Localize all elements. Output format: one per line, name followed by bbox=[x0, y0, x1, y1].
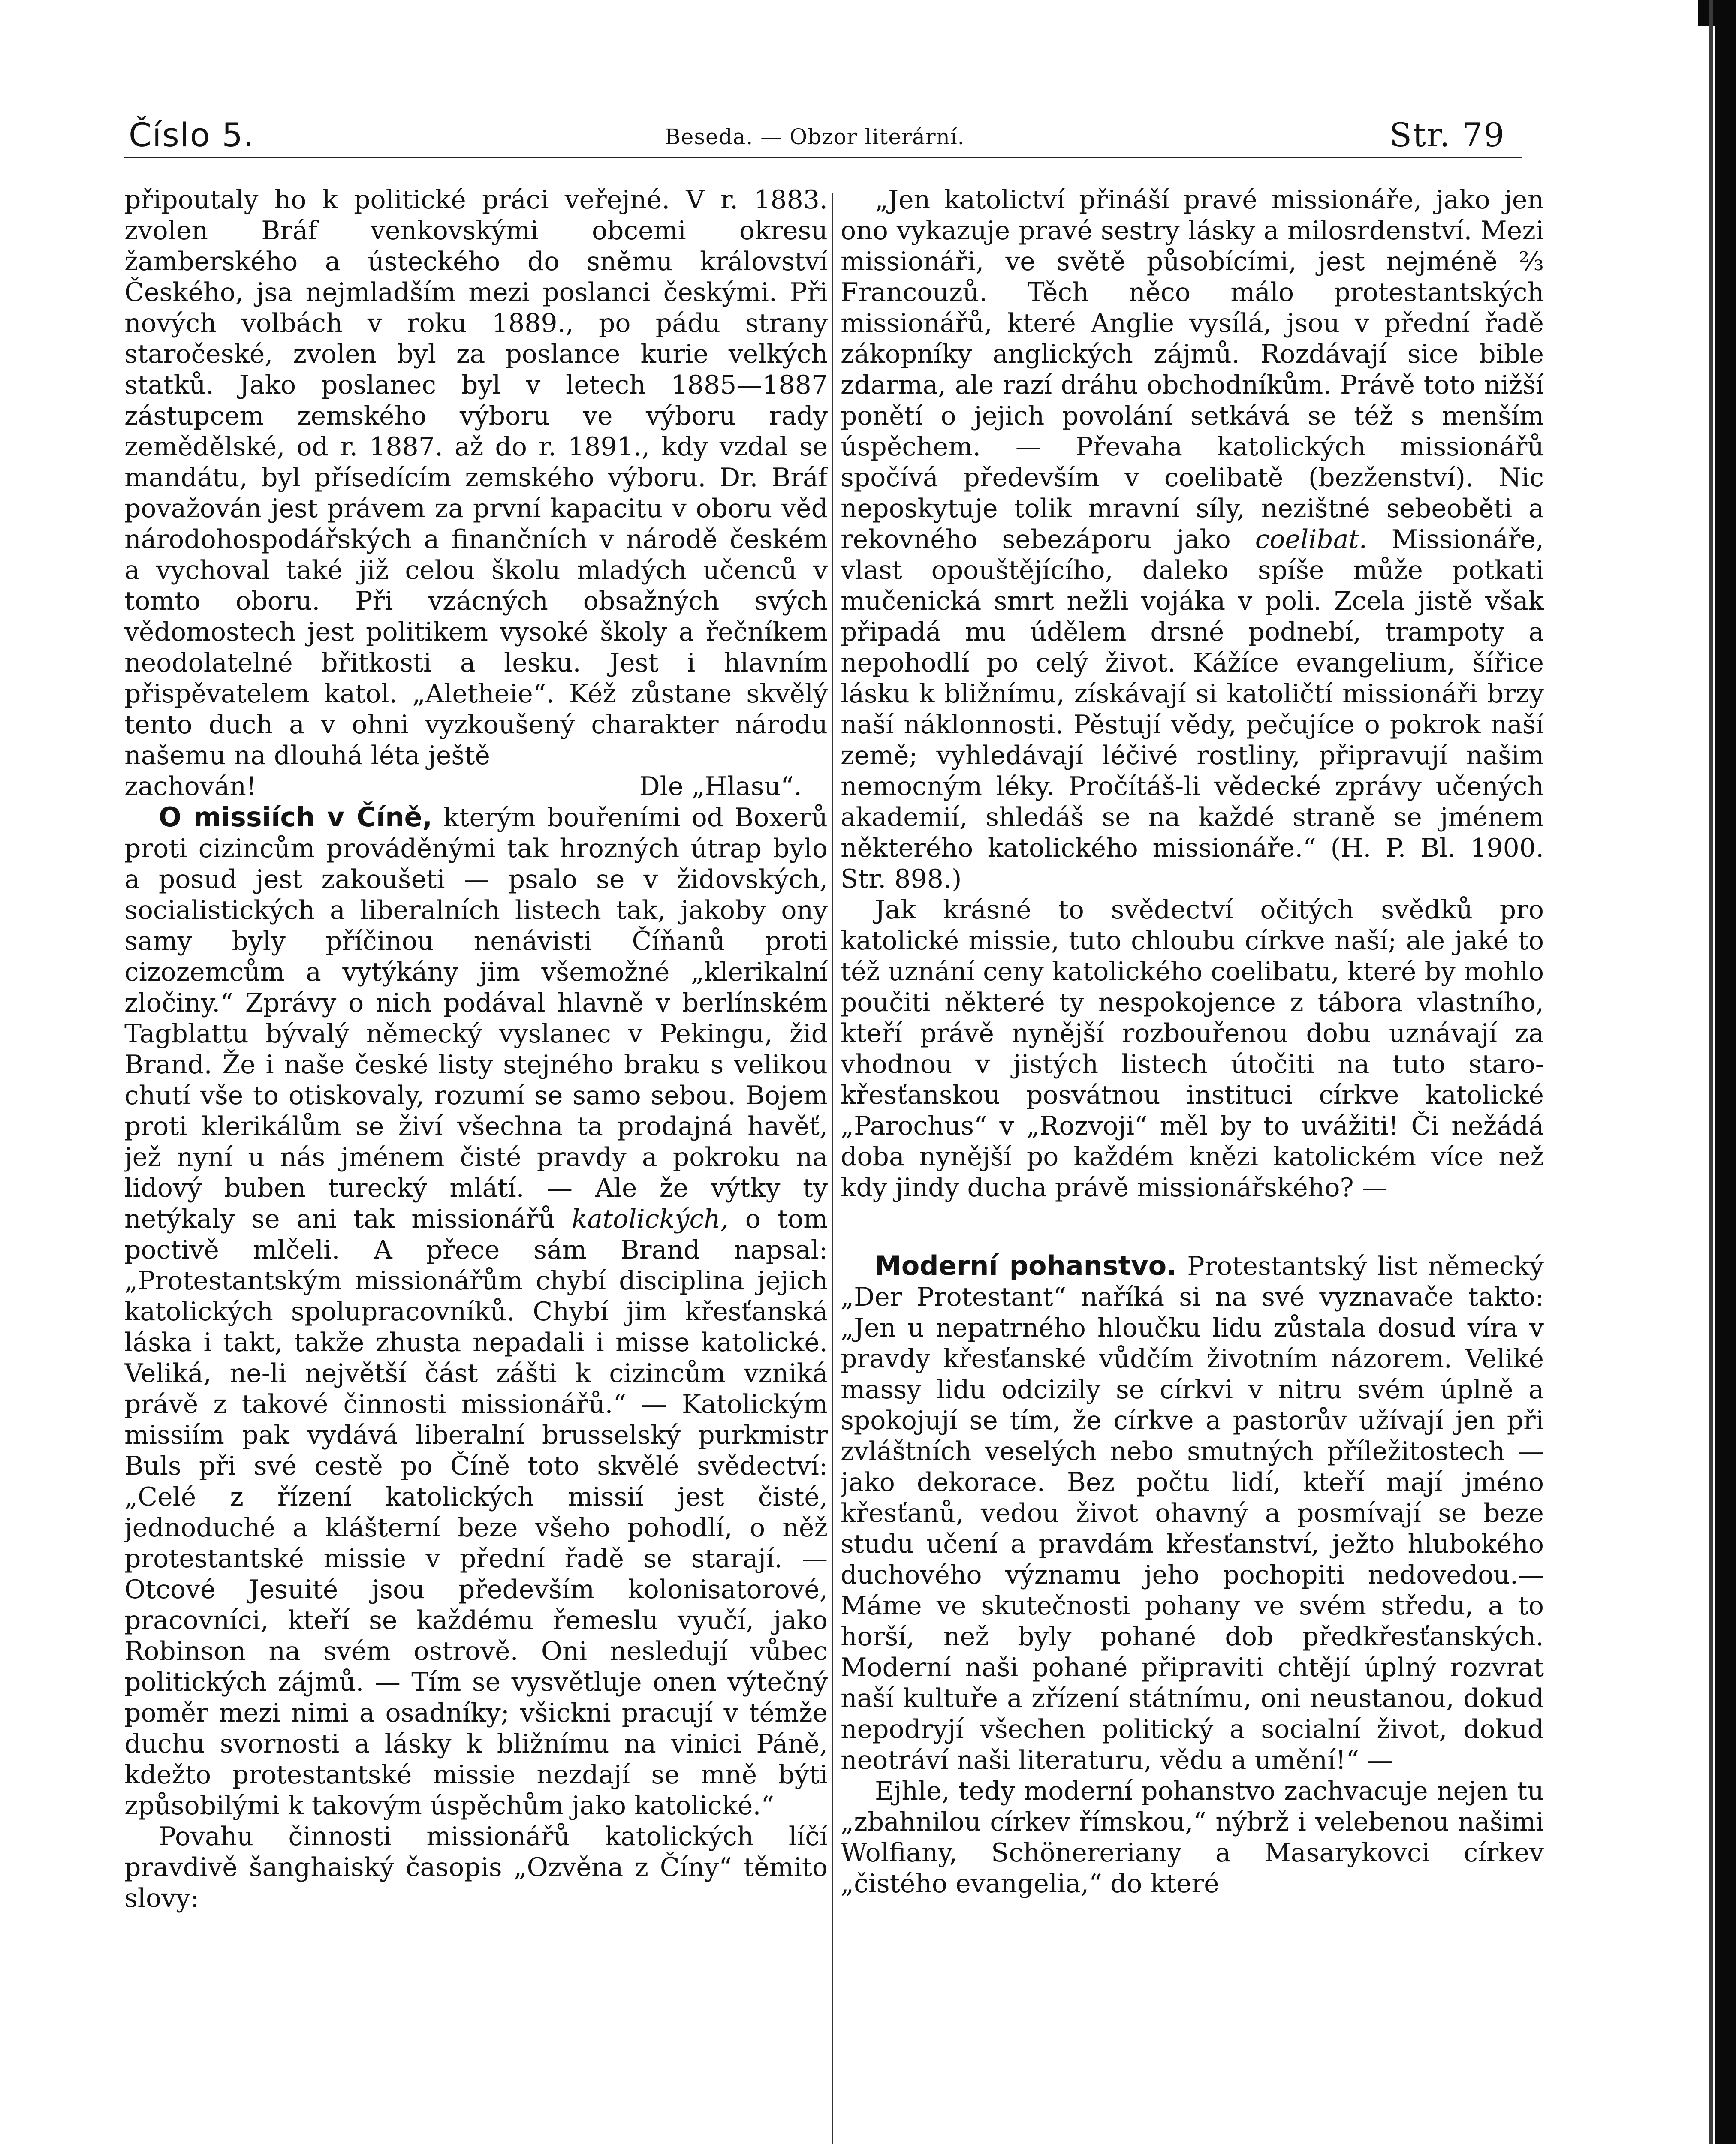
section-title-missions: O missiích v Číně, bbox=[159, 801, 433, 833]
paragraph-shanghai: Povahu činnosti missionářů katolických líčí pravdivě šanghaiský časopis „Ozvěna z Číny“ těmito slovy: bbox=[124, 1822, 828, 1913]
column-divider bbox=[832, 193, 833, 2144]
missions-italic: katolických, bbox=[571, 1204, 729, 1234]
page-number: Str. 79 bbox=[1389, 116, 1505, 154]
running-title: Beseda. — Obzor literární. bbox=[665, 124, 965, 149]
missions-text-a: kterým bouřeními od Boxerů proti cizincům prováděnými tak hrozných útrap bylo a posud jest zakoušeti — psalo se v židovských, socialistických a liberalních listech tak, jakoby ony samy byly příčinou nenávisti Číňanů proti cizozemcům a vytýkány jim všemožné „klerikalní zločiny.“ Zprávy o nich podával hlavně v berlínském Tagblattu bývalý německý vyslanec v Pekingu, žid Brand. Že i naše české listy stejného braku s velikou chutí vše to otiskovaly, rozumí se samo sebou. Bojem proti klerikálům se živí všechna ta prodajná havěť, jež nyní u nás jménem čisté pravdy a pokroku na lidový buben turecký mlátí. — Ale že výtky ty netýkaly se ani tak missionářů bbox=[124, 803, 828, 1234]
article-modern-paganism bbox=[841, 1250, 1544, 1776]
paragraph-ejhle: Ejhle, tedy moderní pohanstvo zachvacuje nejen tu „zbahnilou církev římskou,“ nýbrž i velebenou našimi Wolfiany, Schönereriany a Masarykovci církev „čistého evangelia,“ do které bbox=[841, 1776, 1544, 1899]
closing-word: zachován! bbox=[124, 771, 257, 801]
scan-border-right bbox=[1715, 0, 1736, 2144]
right-column bbox=[841, 184, 1544, 2144]
source-attribution: Dle „Hlasu“. bbox=[639, 771, 802, 801]
quote-text-a: „Jen katolictví přináší pravé missionáře, jako jen ono vykazuje pravé sestry lásky a milosrdenství. Mezi missionáři, ve světě působícími, jest nejméně ⅔ Francouzů. Těch něco málo protestantských missionářů, které Anglie vysílá, jsou v přední řadě zákopníky anglických zájmů. Rozdávají sice bible zdarma, ale razí dráhu obchodníkům. Právě toto nižší ponětí o jejich povolání setkává se též s menším úspěchem. — Převaha katolických missionářů spočívá především v coelibatě (bezženství). Nic neposkytuje tolik mravní síly, nezištné sebeoběti a rekovného sebezáporu jako bbox=[841, 185, 1544, 554]
left-column bbox=[124, 184, 828, 2144]
header-rule bbox=[124, 157, 1522, 158]
quote-italic: coelibat. bbox=[1255, 524, 1367, 554]
paganism-text: Protestantský list německý „Der Protestant“ naříká si na své vyznavače takto: „Jen u nepatrného hloučku lidu zůstala dosud víra v pravdy křesťanské vůdčím životním názorem. Veliké massy lidu odcizily se církvi v nitru svém úplně a spokojují se tím, že církve a pastorův užívají jen při zvláštních veselých nebo smutných příležitostech — jako dekorace. Bez počtu lidí, kteří mají jméno křesťanů, vedou život ohavný a posmívají se beze studu učení a pravdám křesťanství, ježto hlubokého duchového významu jeho pochopiti nedovedou.— Máme ve skutečnosti pohany ve svém středu, a to horší, než byly pohané dob předkřesťanských. Moderní naši pohané připraviti chtějí úplný rozvrat naší kultuře a zřízení státnímu, oni neustanou, dokud nepodryjí všechen politický a socialní život, dokud neotráví naši literaturu, vědu a umění!“ — bbox=[841, 1251, 1544, 1775]
article-missions-china bbox=[124, 802, 828, 1821]
quote-text-b: Missionáře, vlast opouštějícího, daleko spíše může potkati mučenická smrt nežli vojáka v poli. Zcela jistě však připadá mu údělem drsné podnebí, trampoty a nepohodlí po celý život. Kážíce evangelium, šířice lásku k bližnímu, získávají si katoličtí missionáři brzy naší náklonnosti. Pěstují vědy, pečujíce o pokrok naší země; vyhledávají léčivé rostliny, připravují našim nemocným léky. Pročítáš-li vědecké zprávy učených akademií, shledáš se na každé straně se jménem některého katolického missionáře.“ (H. P. Bl. 1900. Str. 898.) bbox=[841, 524, 1544, 894]
issue-number: Číslo 5. bbox=[129, 116, 255, 154]
missions-text-b: o tom poctivě mlčeli. A přece sám Brand napsal: „Protestantským missionářům chybí disciplina jejich katolických spolupracovníků. Chybí jim křesťanská láska i takt, takže zhusta nepadali i misse katolické. Veliká, ne-li největší část zášti k cizincům vzniká právě z takové činnosti missionářů.“ — Katolickým missiím pak vydává liberalní brusselský purkmistr Buls při své cestě po Číně toto skvělé svědectví: „Celé z řízení katolických missií jest čisté, jednoduché a klášterní beze všeho pohodlí, o něž protestantské missie v přední řadě se starají. — Otcové Jesuité jsou především kolonisatorové, pracovníci, kteří se každému řemeslu vyučí, jako Robinson na svém ostrově. Oni nesledují vůbec politických zájmů. — Tím se vysvětluje onen výtečný poměr mezi nimi a osadníky; všickni pracují v témže duchu svornosti a lásky k bližnímu na vinici Páně, kdežto protestantské missie nezdají se mně býti způsobilými k takovým úspěchům jako katolické.“ bbox=[124, 1204, 828, 1821]
source-line bbox=[124, 771, 828, 802]
paragraph-testimony: Jak krásné to svědectví očitých svědků pro katolické missie, tuto chloubu církve naší; ale jaké to též uznání ceny katolického coelibatu, které by mohlo poučiti některé ty nespokojence z tábora vlastního, kteří právě nynější rozbouřenou dobu uznávají za vhodnou v jistých listech útočiti na tuto staro-křesťanskou posvátnou instituci církve katolické „Parochus“ v „Rozvoji“ měl by to uvážiti! Či nežádá doba nynější po každém knězi katolickém více než kdy jindy ducha právě missionářského? — bbox=[841, 895, 1544, 1203]
quote-echo-china bbox=[841, 184, 1544, 894]
section-title-paganism: Moderní pohanstvo. bbox=[875, 1250, 1177, 1281]
page-header bbox=[124, 107, 1522, 159]
paragraph-braf-bio: připoutaly ho k politické práci veřejné. V r. 1883. zvolen Bráf venkovskými obcemi okresu žamberského a ústeckého do sněmu království Českého, jsa nejmladším mezi poslanci českými. Při nových volbách v roku 1889., po pádu strany staročeské, zvolen byl za poslance kurie velkých statků. Jako poslanec byl v letech 1885—1887 zástupcem zemského výboru ve výboru rady zemědělské, od r. 1887. až do r. 1891., kdy vzdal se mandátu, byl přísedícím zemského výboru. Dr. Bráf považován jest právem za první kapacitu v oboru věd národohospodářských a finančních v národě českém a vychoval také již celou školu mladých učenců v tomto oboru. Při vzácných obsažných svých vědomostech jest politikem vysoké školy a řečníkem neodolatelné břitkosti a lesku. Jest i hlavním přispěvatelem katol. „Aletheie“. Kéž zůstane skvělý tento duch a v ohni vyzkoušený charakter národu našemu na dlouhá léta ještě bbox=[124, 185, 828, 771]
